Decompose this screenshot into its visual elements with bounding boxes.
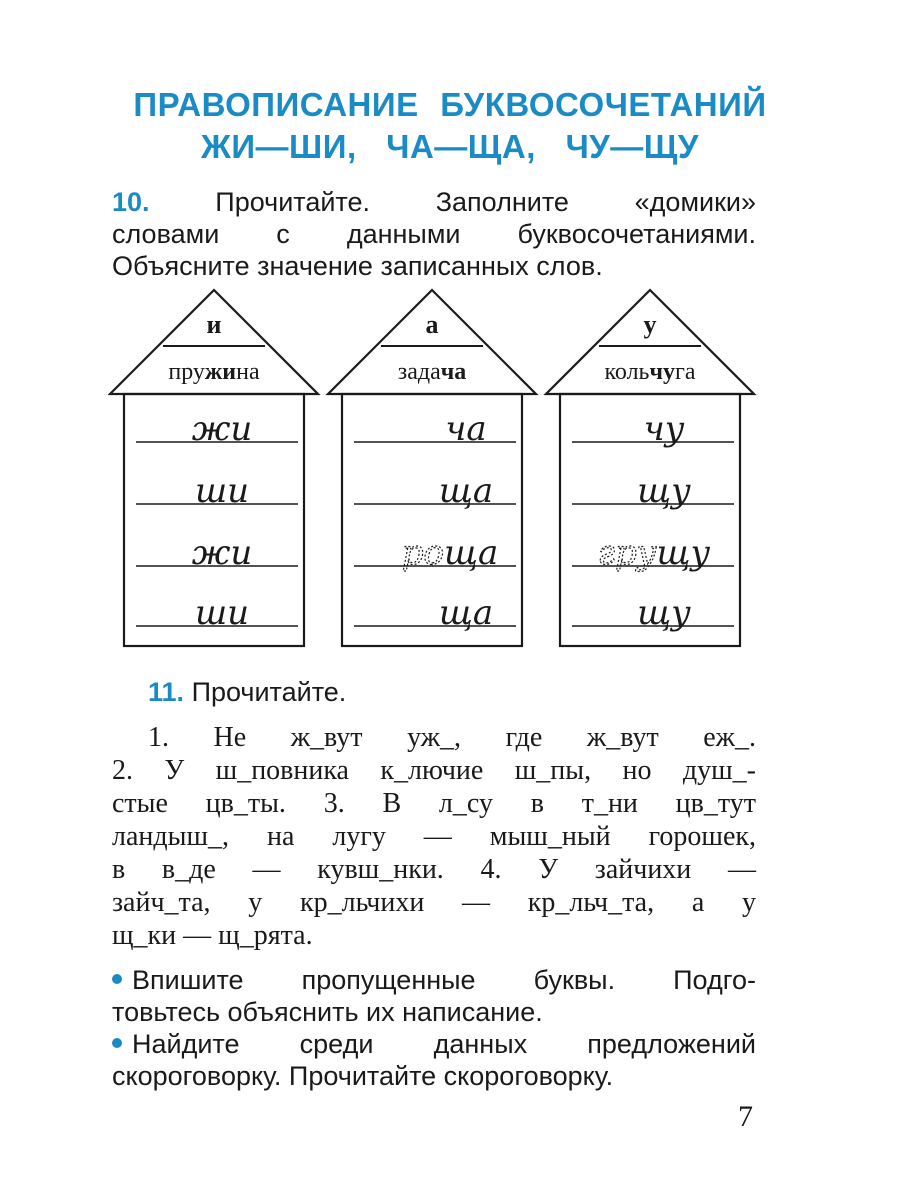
bullet-1-line-1: Впишите пропущенные буквы. Подго- [112,964,756,996]
bullet-2-line-2: скороговорку. Прочитайте скороговорку. [112,1061,614,1091]
house-1-row-1: жи [191,409,253,449]
page-title-line-1: ПРАВОПИСАНИЕ БУКВОСОЧЕТАНИЙ [133,86,767,123]
bullet-dot-icon [112,974,122,984]
exercise-11-line-3: стые цв_ты. 3. В л_су в т_ни цв_тут [112,788,756,819]
house-3-row-2: щу [637,471,691,511]
exercise-10-line-3: Объясните значение записанных слов. [112,251,603,281]
house-3-row-1: чу [643,409,685,449]
house-3 [546,290,754,646]
exercise-11-line-6: зайч_та, у кр_льчихи — кр_льч_та, а у [112,887,756,918]
exercise-11-line-7: щ_ки — щ_рята. [112,920,313,951]
house-2 [328,290,536,646]
house-2-word: задача [397,359,467,385]
house-1-word: пружина [168,359,260,385]
exercise-11-instruction: Прочитайте. [191,677,347,707]
exercise-10-line-1 [112,186,756,218]
house-1-roof-letter: и [206,310,222,339]
house-1-row-2: ши [194,471,250,511]
house-1-row-4: ши [194,593,250,633]
house-2-row-1: ча [445,409,487,449]
page-number: 7 [738,1100,753,1133]
exercise-10-text-1: Прочитайте. Заполните «домики» [215,187,756,217]
exercise-11-line-5: в в_де — кувш_нки. 4. У зайчихи — [112,854,756,885]
house-1 [110,290,318,646]
exercise-10-number: 10. [112,187,150,217]
exercise-11-line-1: 1. Не ж_вут уж_, где ж_вут еж_. [148,722,756,753]
house-1-row-3: жи [191,533,253,573]
bullet-1-line-2: товьтесь объяснить их написание. [112,997,543,1027]
house-2-row-4: ща [438,593,494,633]
exercise-10-line-2: словами с данными буквосочетаниями. [112,219,756,249]
page-title-line-2: ЖИ—ШИ, ЧА—ЩА, ЧУ—ЩУ [201,128,699,165]
bullet-dot-icon [112,1038,122,1048]
exercise-11-line-4: ландыш_, на лугу — мыш_ный горошек, [112,821,756,852]
house-2-row-2: ща [438,471,494,511]
house-3-row-4: щу [637,593,691,633]
exercise-11-number: 11. [148,677,185,707]
exercise-11-line-2: 2. У ш_повника к_лючие ш_пы, но душ_- [112,755,756,786]
word-houses [108,288,758,650]
house-3-row-3: грущу [597,533,711,573]
house-3-roof-letter: у [643,310,657,339]
house-2-row-3: роща [401,533,499,573]
house-2-roof-letter: а [425,310,439,339]
house-3-word: кольчуга [604,359,696,385]
bullet-2-line-1: Найдите среди данных предложений [112,1028,756,1060]
exercise-11-header [112,676,756,708]
